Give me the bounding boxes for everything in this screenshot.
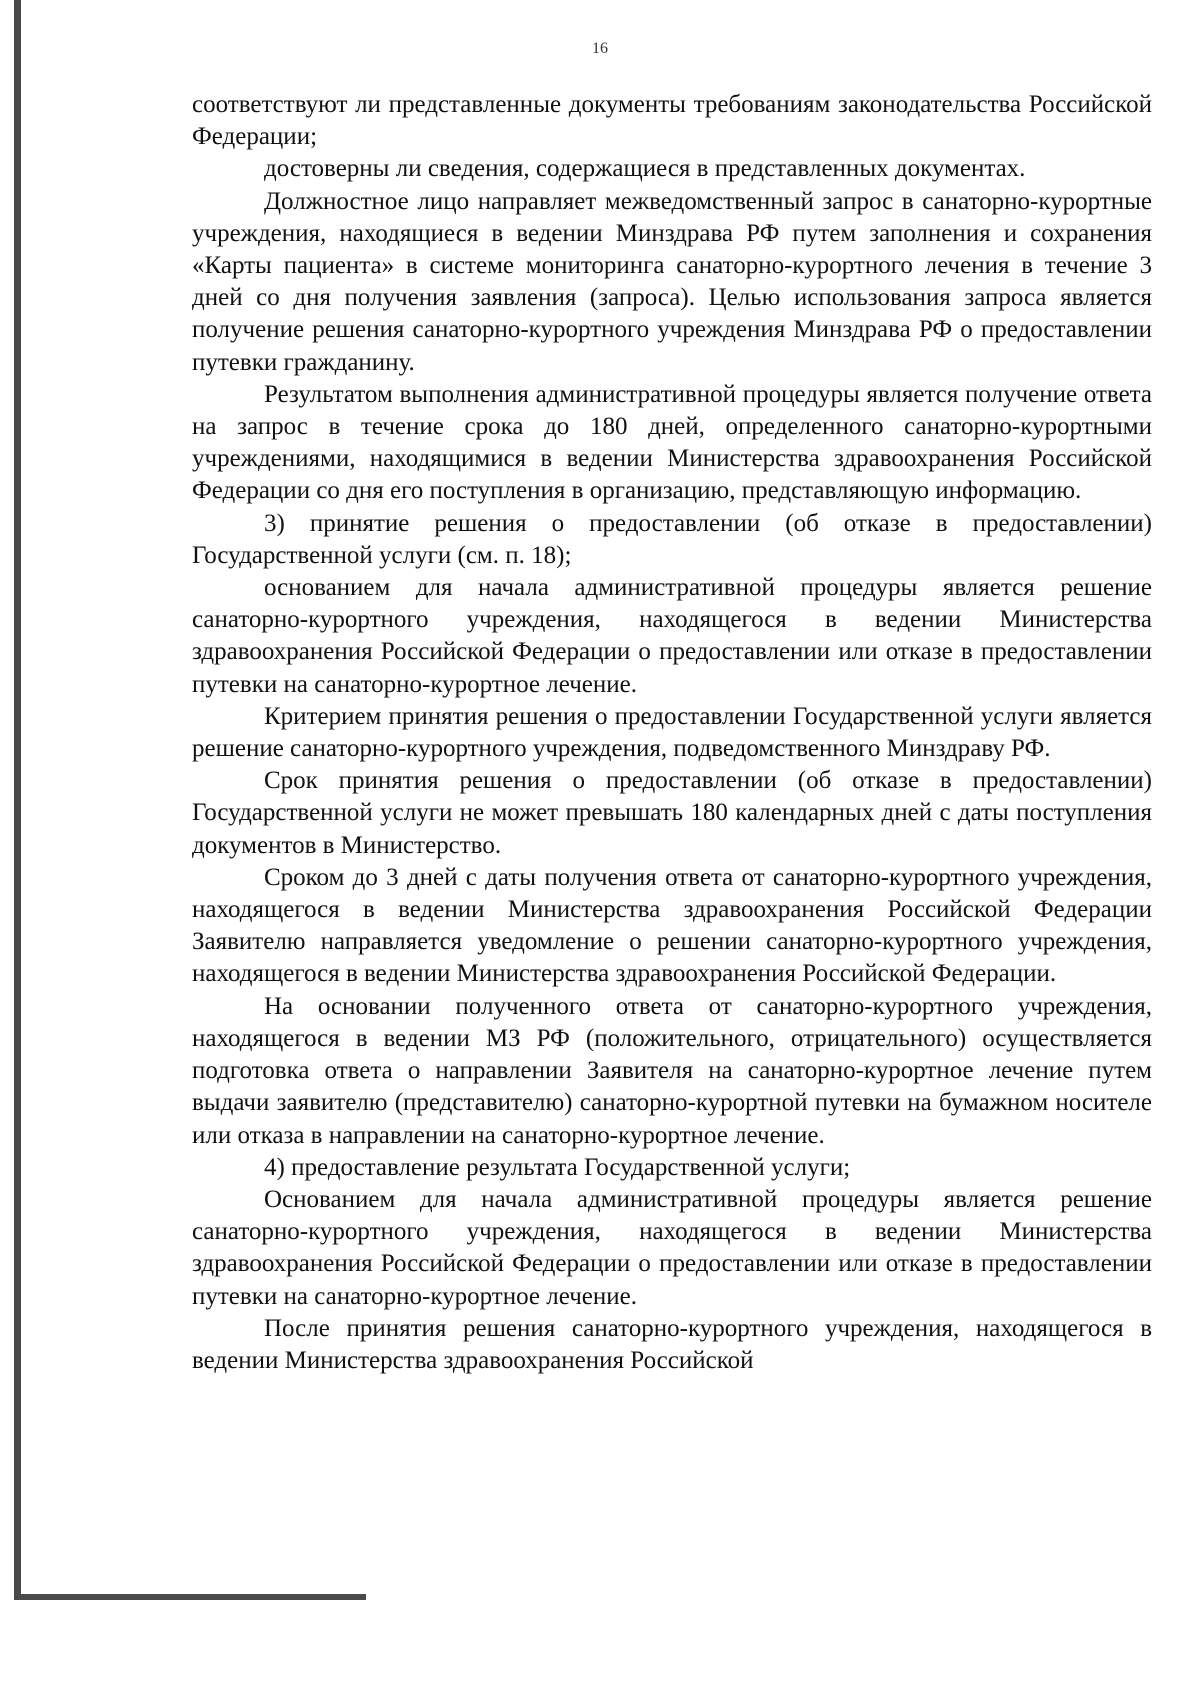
paragraph: достоверны ли сведения, содержащиеся в представленных документах.: [264, 155, 1026, 183]
paragraph: основанием для начала административной процедуры является решение санаторно-курортного учреждения, находящегося в ведении Министерства здравоохранения Российской Федерации о предоставлении или отказе в предоставлении путевки на санаторно-курортное лечение.: [192, 574, 1152, 698]
scan-border-left: [14, 0, 21, 1600]
paragraph: После принятия решения санаторно-курортного учреждения, находящегося в ведении Министерства здравоохранения Российской: [192, 1314, 1152, 1374]
document-body: [192, 89, 1152, 1377]
paragraph: Должностное лицо направляет межведомственный запрос в санаторно-курортные учреждения, находящиеся в ведении Минздрава РФ путем заполнения и сохранения «Карты пациента» в системе мониторинга санаторно-курортного лечения в течение 3 дней со дня получения заявления (запроса). Целью использования запроса является получение решения санаторно-курортного учреждения Минздрава РФ о предоставлении путевки гражданину.: [192, 187, 1152, 376]
paragraph: Результатом выполнения административной процедуры является получение ответа на запрос в течение срока до 180 дней, определенного санаторно-курортными учреждениями, находящимися в ведении Министерства здравоохранения Российской Федерации со дня его поступления в организацию, представляющую информацию.: [192, 380, 1152, 505]
paragraph: Основанием для начала административной процедуры является решение санаторно-курортного учреждения, находящегося в ведении Министерства здравоохранения Российской Федерации о предоставлении или отказе в предоставлении путевки на санаторно-курортное лечение.: [192, 1185, 1152, 1310]
paragraph-continuation: соответствуют ли представленные документы требованиям законодательства Российской Федерации;: [192, 91, 1152, 151]
scan-border-bottom: [14, 1594, 366, 1600]
paragraph: Срок принятия решения о предоставлении (об отказе в предоставлении) Государственной услуги не может превышать 180 календарных дней с даты поступления документов в Министерство.: [192, 767, 1152, 859]
paragraph: На основании полученного ответа от санаторно-курортного учреждения, находящегося в ведении МЗ РФ (положительного, отрицательного) осуществляется подготовка ответа о направлении Заявителя на санаторно-курортное лечение путем выдачи заявителю (представителю) санаторно-курортной путевки на бумажном носителе или отказа в направлении на санаторно-курортное лечение.: [192, 992, 1152, 1149]
paragraph: 3) принятие решения о предоставлении (об отказе в предоставлении) Государственной услуги (см. п. 18);: [192, 509, 1152, 569]
page-number: 16: [592, 40, 608, 57]
paragraph: Критерием принятия решения о предоставлении Государственной услуги является решение санаторно-курортного учреждения, подведомственного Минздраву РФ.: [192, 702, 1152, 763]
paragraph: Сроком до 3 дней с даты получения ответа от санаторно-курортного учреждения, находящегося в ведении Министерства здравоохранения Российской Федерации Заявителю направляется уведомление о решении санаторно-курортного учреждения, находящегося в ведении Министерства здравоохранения Российской Федерации.: [192, 863, 1152, 988]
paragraph: 4) предоставление результата Государственной услуги;: [264, 1153, 851, 1181]
